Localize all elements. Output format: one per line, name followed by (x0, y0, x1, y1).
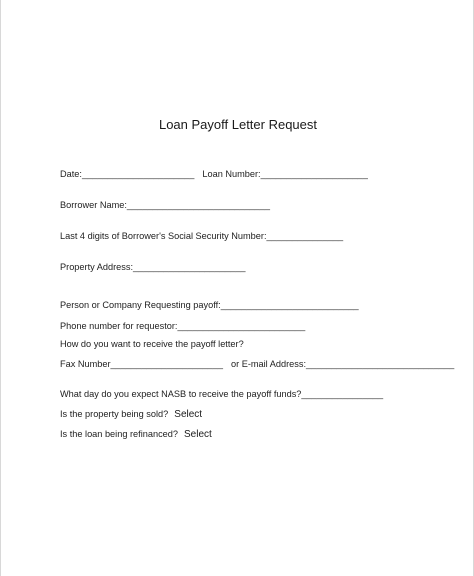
expected-day-field[interactable]: What day do you expect NASB to receive the payoff funds?________________ (60, 389, 384, 399)
loan-refinanced-row (60, 429, 212, 440)
form-title: Loan Payoff Letter Request (158, 117, 318, 132)
date-field[interactable]: Date:______________________ (60, 169, 195, 179)
property-sold-row (60, 409, 202, 420)
fax-email-row (60, 359, 454, 369)
property-sold-label: Is the property being sold? (60, 409, 169, 419)
loan-number-field[interactable]: Loan Number:_____________________ (202, 169, 368, 179)
property-address-field[interactable]: Property Address:______________________ (60, 262, 246, 272)
borrower-name-field[interactable]: Borrower Name:____________________________ (60, 200, 270, 210)
loan-refinanced-select[interactable]: Select (184, 429, 212, 440)
fax-field[interactable]: Fax Number______________________ (60, 359, 223, 369)
loan-refinanced-label: Is the loan being refinanced? (60, 429, 178, 439)
date-row (60, 169, 368, 179)
phone-field[interactable]: Phone number for requestor:_________________________ (60, 321, 306, 331)
email-field[interactable]: or E-mail Address:_____________________________ (230, 359, 455, 369)
property-sold-select[interactable]: Select (174, 409, 203, 420)
requesting-party-field[interactable]: Person or Company Requesting payoff:___________________________ (60, 300, 359, 310)
receive-method-question: How do you want to receive the payoff letter? (60, 339, 244, 349)
ssn-last4-field[interactable]: Last 4 digits of Borrower's Social Security Number:_______________ (60, 231, 344, 241)
